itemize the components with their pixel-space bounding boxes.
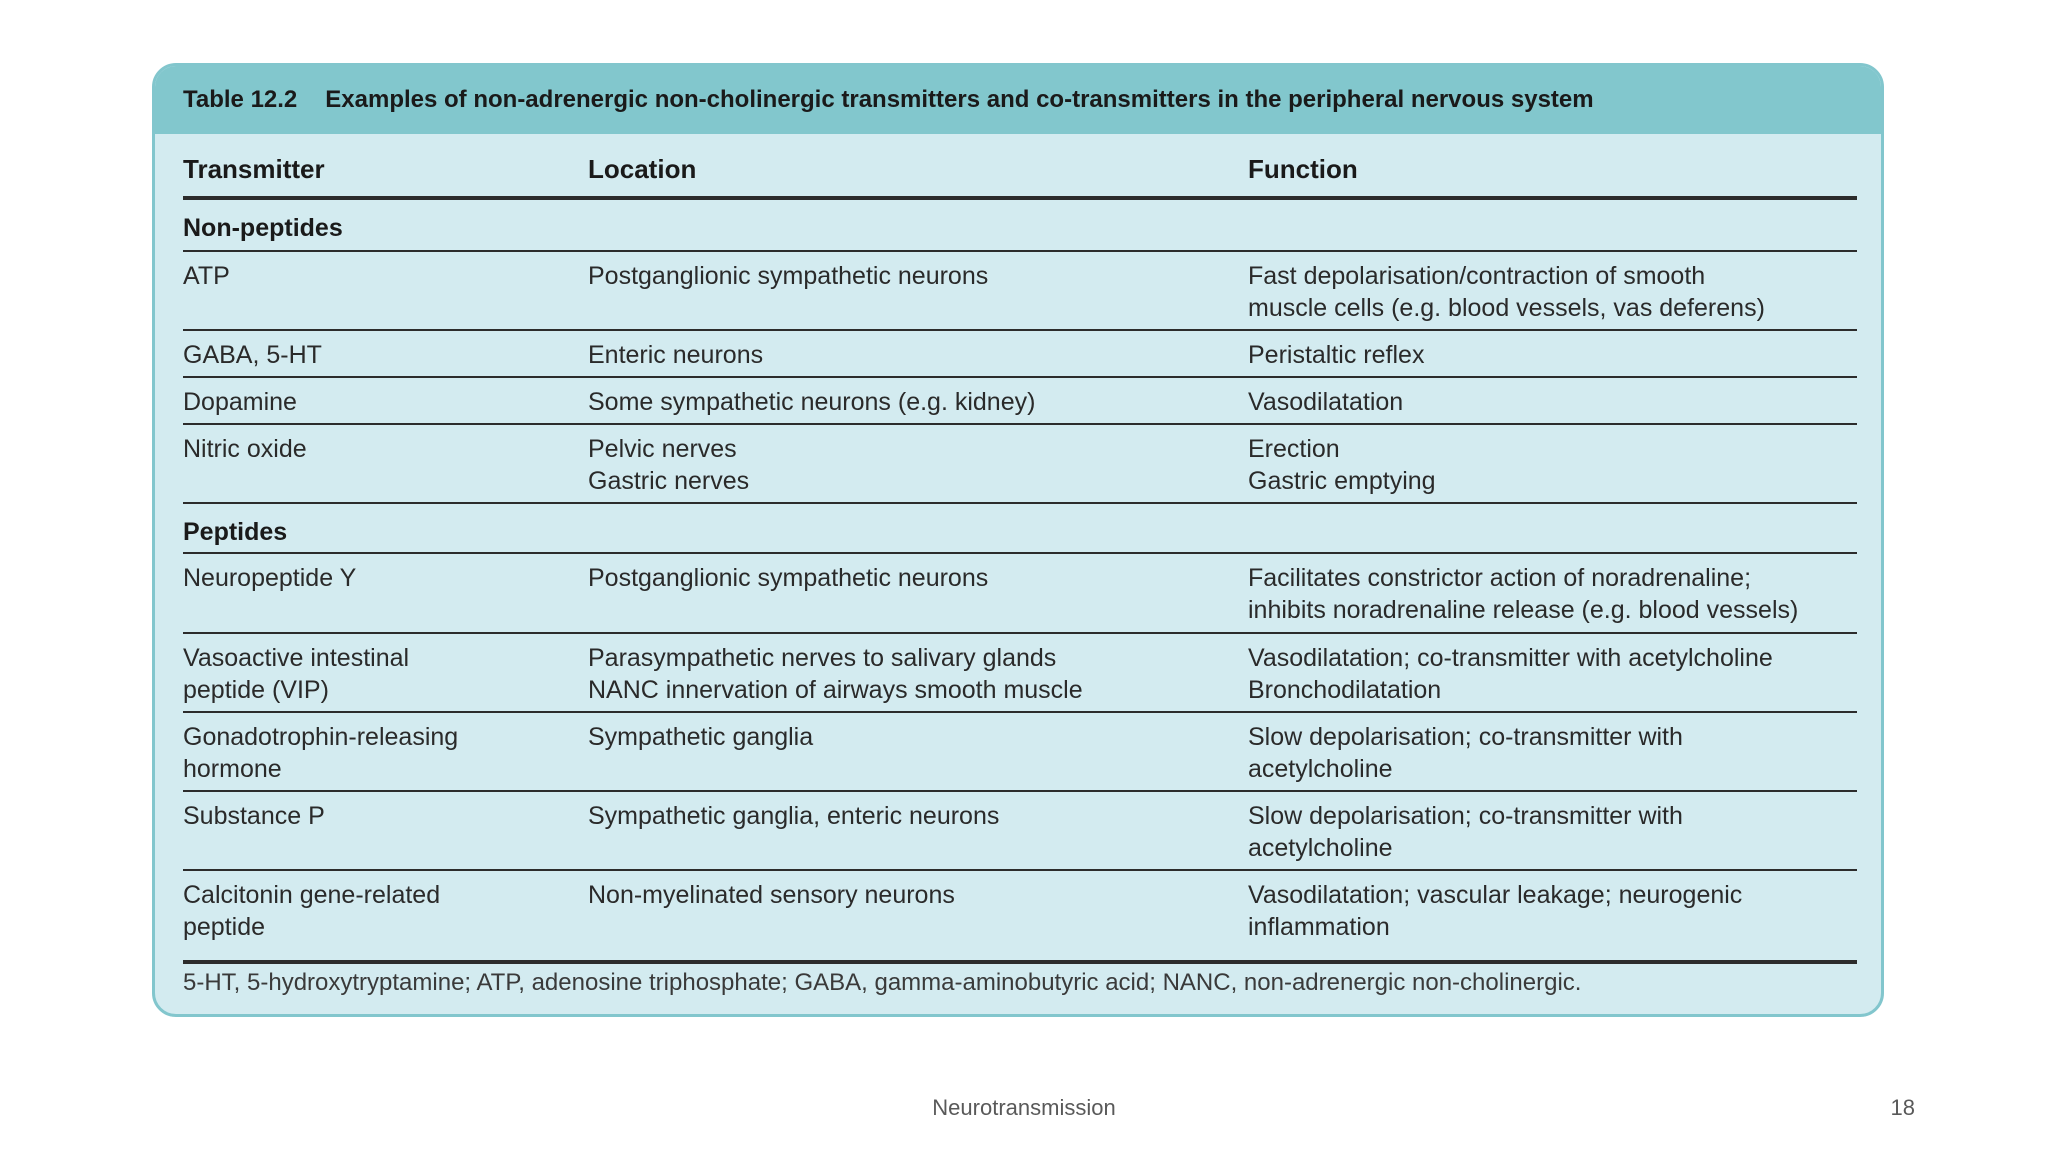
table-row [183,792,1857,871]
cell-transmitter: Dopamine [183,388,297,416]
section-row-peptides [183,504,1857,554]
cell-function: Peristaltic reflex [1248,341,1425,369]
table-body [183,134,1857,964]
table-footnote: 5-HT, 5-hydroxytryptamine; ATP, adenosine triphosphate; GABA, gamma-aminobutyric acid; NANC, non-adrenergic non-cholinergic. [183,969,1582,996]
cell-function: Slow depolarisation; co-transmitter with acetylcholine [1248,723,1683,783]
section-row-non-peptides [183,200,1857,252]
cell-function: Erection Gastric emptying [1248,435,1436,495]
header-location: Location [588,154,697,184]
cell-transmitter: Calcitonin gene-related peptide [183,881,441,941]
cell-location: Enteric neurons [588,341,764,369]
cell-transmitter: Vasoactive intestinal peptide (VIP) [183,644,410,704]
section-title: Peptides [183,518,288,546]
table-header-row [183,134,1857,200]
cell-function: Vasodilatation; co-transmitter with acetylcholine Bronchodilatation [1248,644,1773,704]
table-row [183,634,1857,713]
table-card [152,63,1884,1017]
cell-function: Fast depolarisation/contraction of smooth muscle cells (e.g. blood vessels, vas deferens) [1248,262,1765,322]
section-title: Non-peptides [183,214,343,242]
table-row [183,331,1857,378]
cell-location: Sympathetic ganglia [588,723,814,751]
cell-function: Vasodilatation [1248,388,1404,416]
cell-location: Non-myelinated sensory neurons [588,881,955,909]
header-transmitter: Transmitter [183,154,325,184]
table-row [183,252,1857,331]
cell-transmitter: Substance P [183,802,325,830]
cell-transmitter: GABA, 5-HT [183,341,322,369]
cell-location: Sympathetic ganglia, enteric neurons [588,802,1000,830]
cell-transmitter: Gonadotrophin-releasing hormone [183,723,459,783]
table-row [183,378,1857,425]
table-row [183,425,1857,504]
table-caption-number: Table 12.2 [183,86,298,113]
cell-location: Pelvic nerves Gastric nerves [588,435,750,495]
cell-location: Parasympathetic nerves to salivary glands NANC innervation of airways smooth muscle [588,644,1083,704]
table-row [183,554,1857,634]
table-row [183,871,1857,964]
table-caption [155,66,1881,134]
table-row [183,713,1857,792]
cell-transmitter: Nitric oxide [183,435,307,463]
slide-page-number: 18 [1890,1095,1915,1120]
table-caption-title: Examples of non-adrenergic non-cholinergic transmitters and co-transmitters in the peripheral nervous system [325,86,1594,113]
cell-location: Postganglionic sympathetic neurons [588,262,989,290]
cell-function: Vasodilatation; vascular leakage; neurogenic inflammation [1248,881,1743,941]
cell-function: Facilitates constrictor action of noradrenaline; inhibits noradrenaline release (e.g. blood vessels) [1248,564,1799,624]
slide-footer-title: Neurotransmission [932,1095,1116,1120]
cell-location: Some sympathetic neurons (e.g. kidney) [588,388,1036,416]
header-function: Function [1248,154,1358,184]
cell-transmitter: ATP [183,262,230,290]
cell-location: Postganglionic sympathetic neurons [588,564,989,592]
cell-transmitter: Neuropeptide Y [183,564,357,592]
cell-function: Slow depolarisation; co-transmitter with acetylcholine [1248,802,1683,862]
